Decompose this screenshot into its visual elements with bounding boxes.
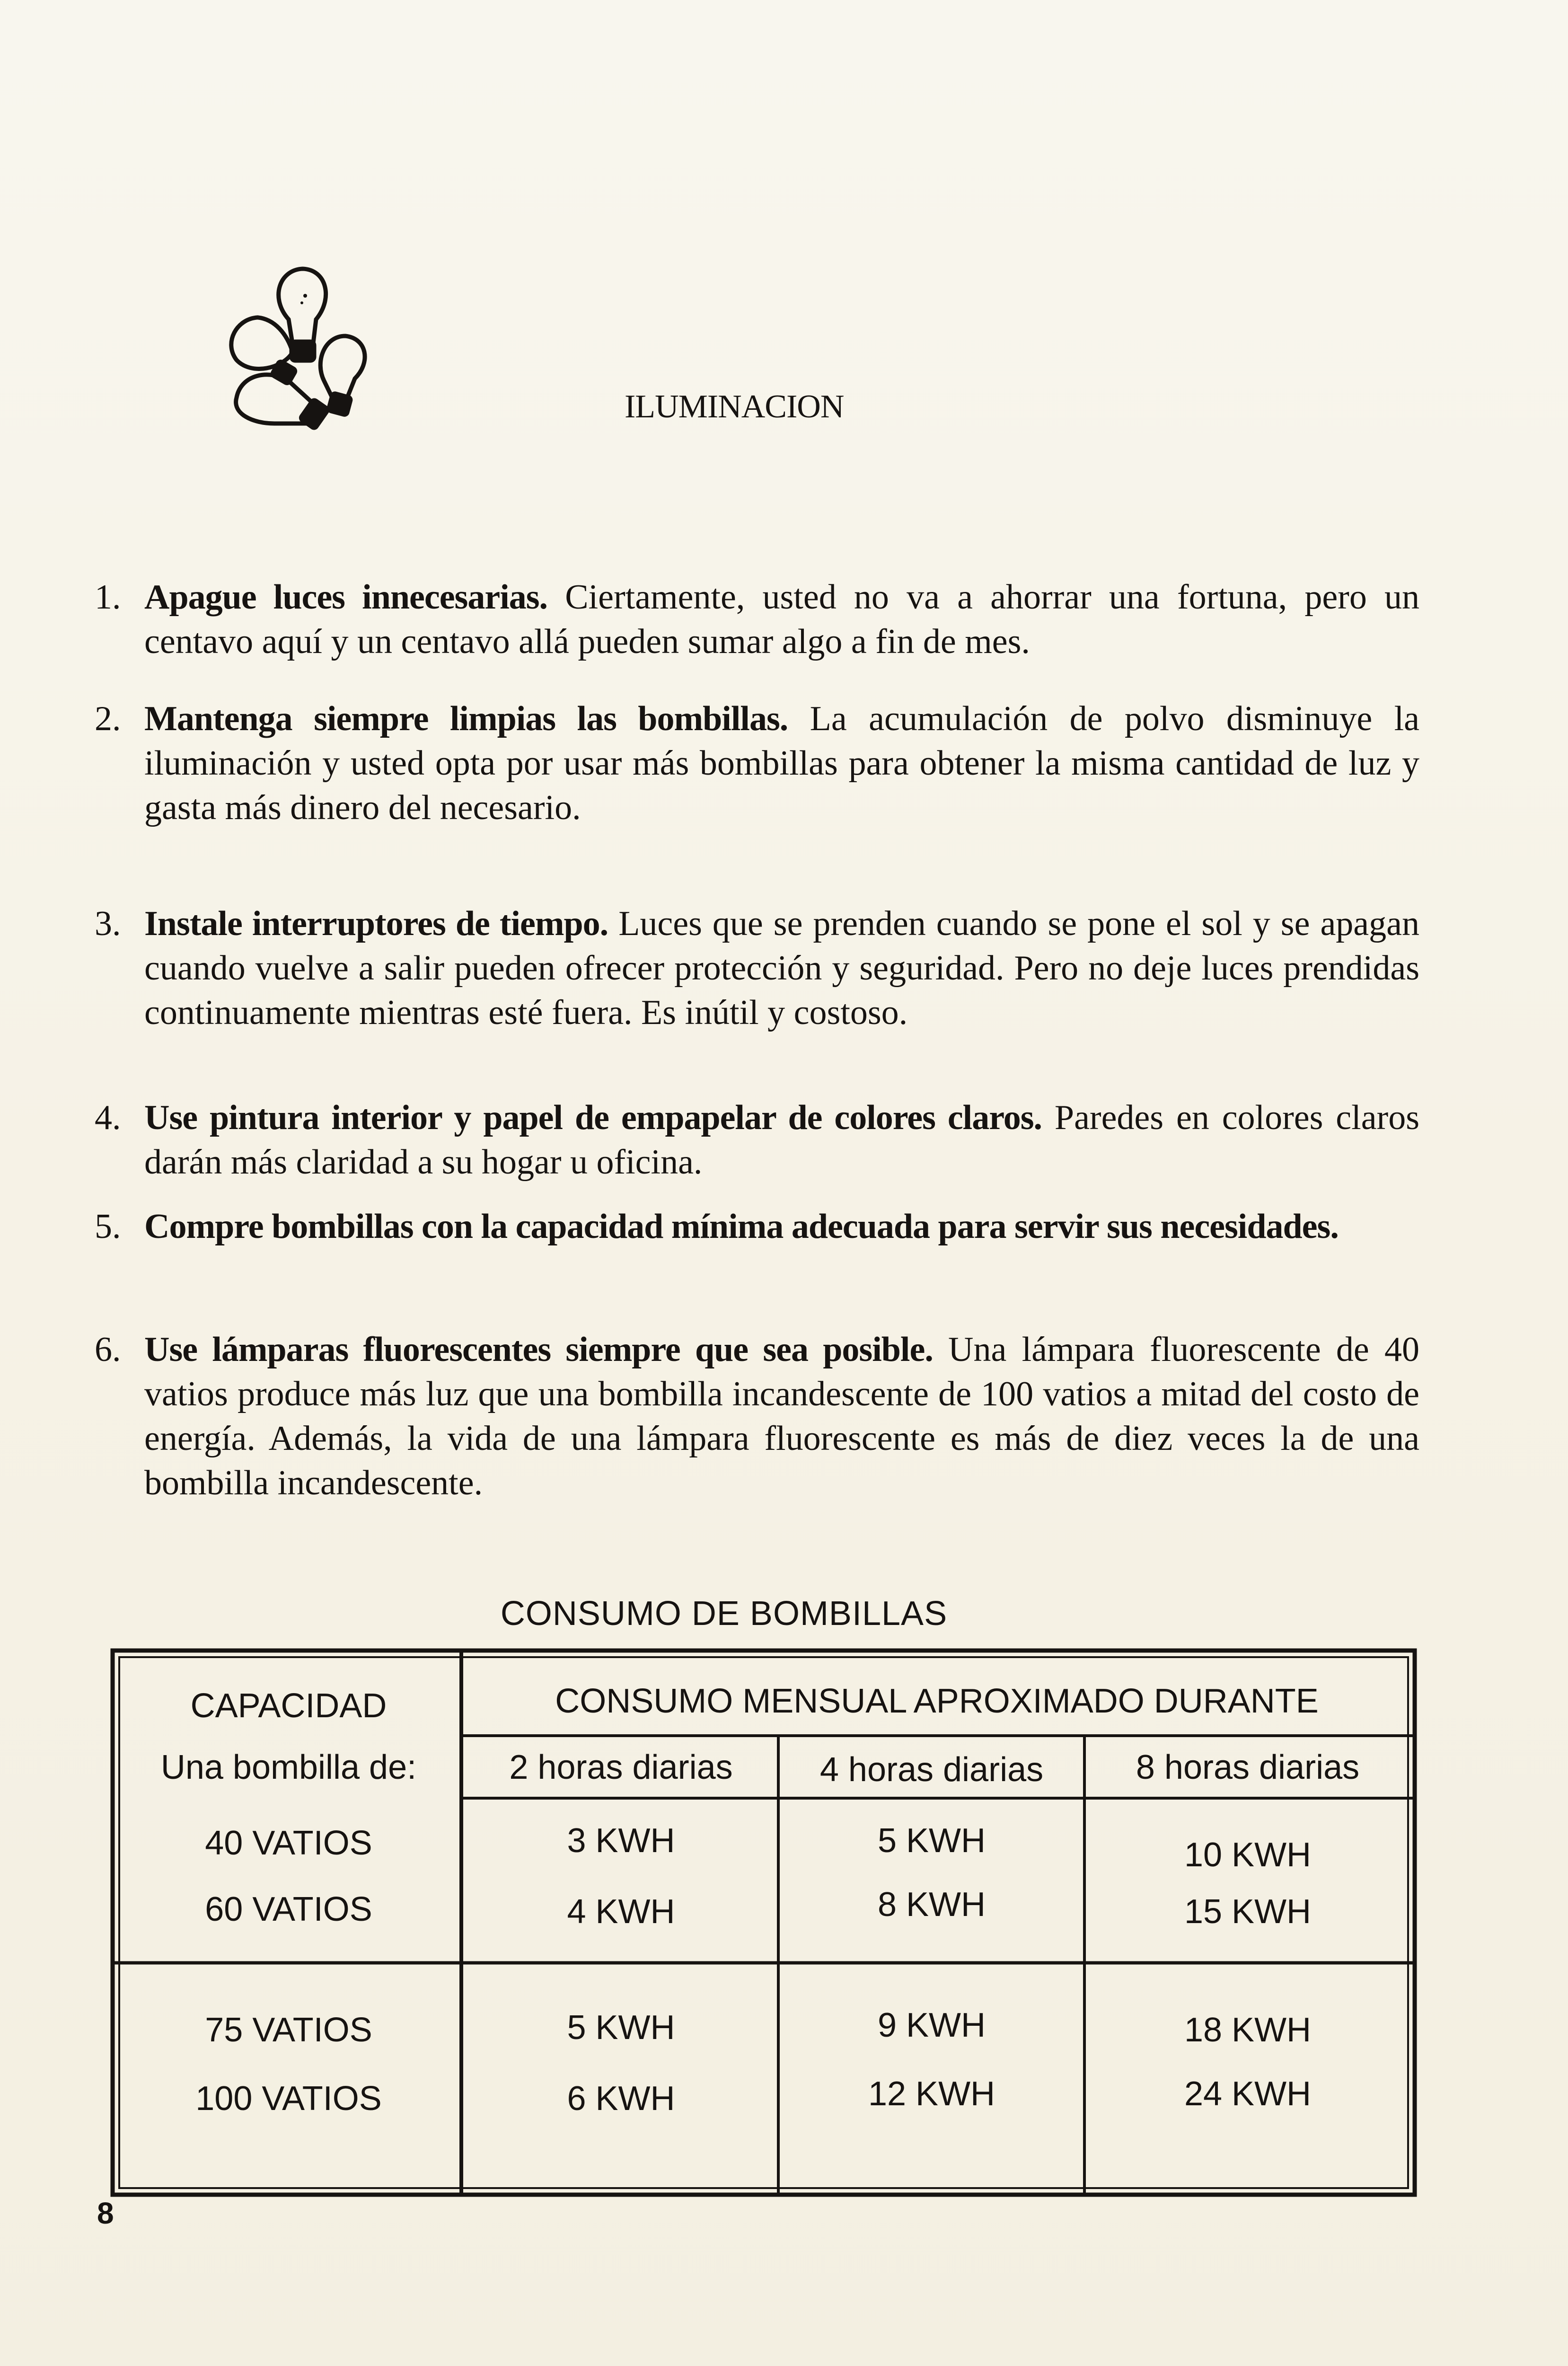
item-text: Ciertamente, usted no va a ahorrar una fortuna, pero un centavo aquí y un centavo allá pueden sumar algo a fin de mes.	[144, 578, 1419, 661]
item-body	[144, 697, 1419, 830]
table-cell: 6 KWH	[567, 2080, 675, 2118]
item-text: Una lámpara fluorescente de 40 vatios produce más luz que una bombilla incandescente de 100 vatios a mitad del costo de energía. Además, la vida de una lámpara fluorescente es más de diez veces la de una bombilla incandescente.	[144, 1330, 1419, 1502]
item-heading: Instale interruptores de tiempo.	[144, 904, 608, 943]
column-header: 8 horas diarias	[1136, 1748, 1360, 1786]
list-item	[95, 901, 1419, 1035]
capacity-subheader: Una bombilla de:	[160, 1748, 417, 1786]
item-body	[144, 1204, 1419, 1249]
column-header: 4 horas diarias	[819, 1751, 1044, 1789]
capacity-cell: 100 VATIOS	[195, 2080, 382, 2118]
table-cell: 9 KWH	[877, 2006, 986, 2044]
table-cell: 3 KWH	[567, 1822, 675, 1860]
table-cell: 10 KWH	[1184, 1836, 1312, 1874]
table-cell: 4 KWH	[567, 1893, 675, 1931]
item-number: 6.	[95, 1330, 121, 1369]
table-cell: 15 KWH	[1184, 1893, 1312, 1931]
item-body	[144, 901, 1419, 1035]
capacity-cell: 75 VATIOS	[205, 2011, 372, 2049]
item-number: 3.	[95, 904, 121, 943]
table-cell: 5 KWH	[877, 1822, 986, 1860]
list-item	[95, 1327, 1419, 1505]
list-item	[95, 697, 1419, 830]
page-title: ILUMINACION	[625, 388, 844, 425]
table-title: CONSUMO DE BOMBILLAS	[500, 1595, 948, 1633]
item-number: 5.	[95, 1207, 121, 1246]
light-bulbs-icon	[208, 260, 388, 459]
item-number: 1.	[95, 578, 121, 617]
item-body	[144, 1327, 1419, 1505]
item-heading: Use pintura interior y papel de empapelar de colores claros.	[144, 1098, 1042, 1137]
column-header: 2 horas diarias	[509, 1748, 733, 1786]
item-text: Paredes en colores claros darán más claridad a su hogar u oficina.	[144, 1098, 1419, 1182]
item-number: 2.	[95, 699, 121, 738]
item-text: Luces que se prenden cuando se pone el sol y se apagan cuando vuelve a salir pueden ofrecer protección y seguridad. Pero no deje luces prendidas continuamente mientras esté fuera. Es inútil y costoso.	[144, 904, 1419, 1032]
table-cell: 5 KWH	[567, 2009, 675, 2047]
item-number: 4.	[95, 1098, 121, 1137]
item-text: La acumulación de polvo disminuye la iluminación y usted opta por usar más bombillas para obtener la misma cantidad de luz y gasta más dinero del necesario.	[144, 699, 1420, 827]
item-body	[144, 575, 1419, 664]
list-item	[95, 1204, 1419, 1249]
consumption-header: CONSUMO MENSUAL APROXIMADO DURANTE	[555, 1682, 1319, 1720]
capacity-header: CAPACIDAD	[190, 1687, 387, 1725]
list-item	[95, 575, 1419, 664]
item-heading: Mantenga siempre limpias las bombillas.	[144, 699, 788, 738]
item-heading: Compre bombillas con la capacidad mínima adecuada para servir sus necesidades.	[144, 1207, 1339, 1246]
table-cell: 24 KWH	[1184, 2075, 1312, 2113]
item-heading: Apague luces innecesarias.	[144, 578, 548, 617]
capacity-cell: 60 VATIOS	[205, 1890, 372, 1928]
list-item	[95, 1095, 1419, 1184]
item-heading: Use lámparas fluorescentes siempre que sea posible.	[144, 1330, 933, 1369]
table-cell: 12 KWH	[868, 2075, 995, 2113]
table-cell: 8 KWH	[877, 1886, 986, 1924]
item-body	[144, 1095, 1419, 1184]
page-number: 8	[97, 2196, 114, 2230]
capacity-cell: 40 VATIOS	[205, 1824, 372, 1862]
table-cell: 18 KWH	[1184, 2011, 1312, 2049]
